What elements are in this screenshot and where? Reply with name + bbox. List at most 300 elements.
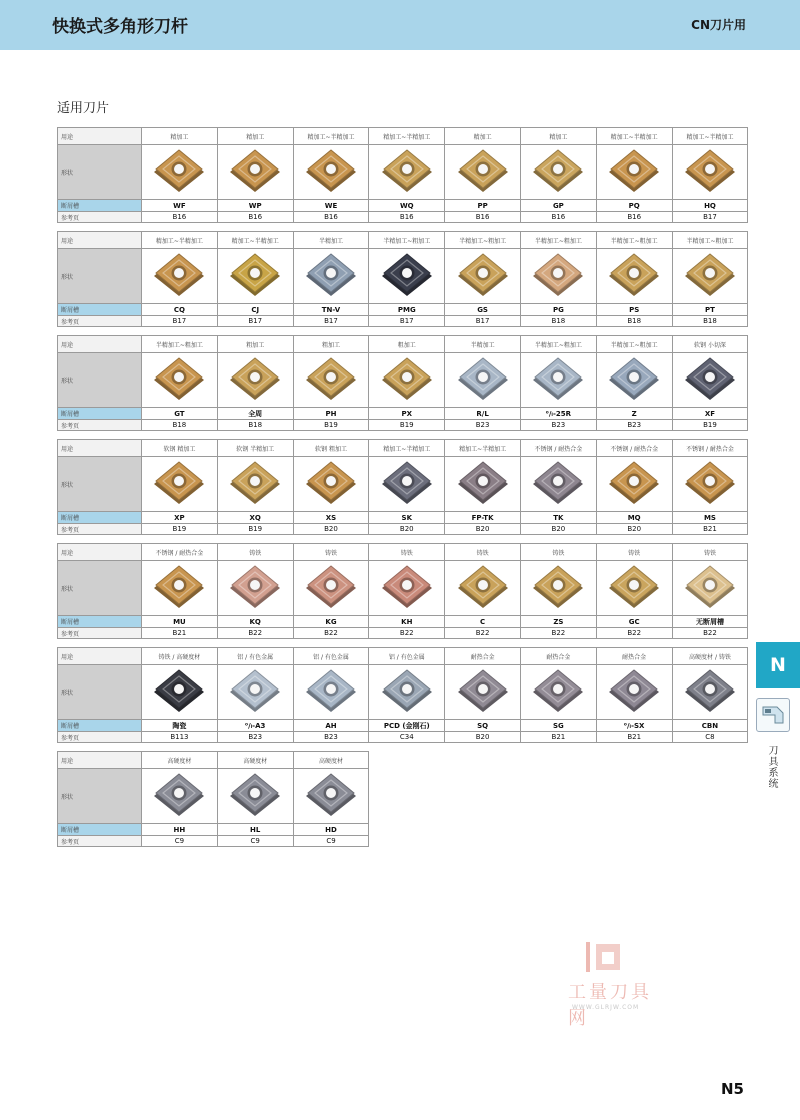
groove-cell: GS [445, 304, 521, 316]
shape-cell [445, 145, 521, 200]
ref-cell: B22 [445, 628, 521, 639]
insert-image-icon [606, 563, 662, 613]
insert-image-icon [303, 563, 359, 613]
ref-cell: B18 [217, 420, 293, 431]
shape-cell [369, 457, 445, 512]
row-label-shape: 形状 [58, 665, 142, 720]
insert-image-icon [303, 147, 359, 197]
use-cell: 软钢 小切深 [672, 336, 748, 353]
insert-block-5 [57, 543, 748, 639]
row-label-ref: 参考页 [58, 628, 142, 639]
use-cell: 半精加工~粗加工 [596, 232, 672, 249]
shape-cell [293, 769, 369, 824]
row-label-groove: 断屑槽 [58, 304, 142, 316]
ref-cell: B20 [445, 732, 521, 743]
row-label-use: 用途 [58, 232, 142, 249]
shape-cell [142, 353, 218, 408]
ref-cell: B19 [217, 524, 293, 535]
ref-cell: B22 [293, 628, 369, 639]
insert-image-icon [227, 355, 283, 405]
row-use [58, 336, 748, 353]
use-cell: 半精加工 [293, 232, 369, 249]
row-label-ref: 参考页 [58, 836, 142, 847]
ref-cell: B22 [520, 628, 596, 639]
shape-cell [217, 353, 293, 408]
use-cell: 半精加工~粗加工 [672, 232, 748, 249]
ref-cell: B22 [217, 628, 293, 639]
insert-image-icon [455, 563, 511, 613]
use-cell: 精加工~半精加工 [445, 440, 521, 457]
watermark-url: WWW.GLRJW.COM [572, 1004, 640, 1011]
shape-cell [672, 353, 748, 408]
shape-cell [596, 561, 672, 616]
groove-cell: PX [369, 408, 445, 420]
ref-cell: B19 [672, 420, 748, 431]
use-cell: 不锈钢 / 耐热合金 [142, 544, 218, 561]
use-cell: 耐热合金 [445, 648, 521, 665]
groove-cell: ZS [520, 616, 596, 628]
groove-cell: HD [293, 824, 369, 836]
use-cell: 精加工~半精加工 [672, 128, 748, 145]
ref-cell: B17 [142, 316, 218, 327]
section-title: 适用刀片 [57, 101, 110, 116]
insert-block-2 [57, 231, 748, 327]
insert-image-icon [379, 147, 435, 197]
shape-cell [596, 353, 672, 408]
shape-cell [293, 457, 369, 512]
use-cell: 半精加工~粗加工 [520, 232, 596, 249]
ref-cell: B17 [445, 316, 521, 327]
insert-image-icon [682, 355, 738, 405]
ref-cell: B21 [672, 524, 748, 535]
row-label-groove: 断屑槽 [58, 512, 142, 524]
insert-block-7 [57, 751, 369, 847]
row-shape [58, 665, 748, 720]
shape-cell [445, 665, 521, 720]
insert-image-icon [682, 563, 738, 613]
page-header [0, 0, 800, 50]
insert-image-icon [379, 459, 435, 509]
shape-cell [293, 145, 369, 200]
ref-cell: B16 [445, 212, 521, 223]
groove-cell: CBN [672, 720, 748, 732]
insert-image-icon [606, 147, 662, 197]
row-ref [58, 420, 748, 431]
groove-cell: FP-TK [445, 512, 521, 524]
groove-cell: MQ [596, 512, 672, 524]
ref-cell: B23 [596, 420, 672, 431]
use-cell: 高硬度材 / 铸铁 [672, 648, 748, 665]
insert-image-icon [530, 355, 586, 405]
groove-cell: KG [293, 616, 369, 628]
use-cell: 铝 / 有色金属 [293, 648, 369, 665]
groove-cell: HH [142, 824, 218, 836]
insert-image-icon [151, 355, 207, 405]
row-use [58, 440, 748, 457]
shape-cell [672, 561, 748, 616]
insert-image-icon [455, 667, 511, 717]
insert-image-icon [227, 667, 283, 717]
groove-cell: TN-V [293, 304, 369, 316]
insert-image-icon [530, 563, 586, 613]
shape-cell [520, 457, 596, 512]
use-cell: 不锈钢 / 耐热合金 [596, 440, 672, 457]
row-groove [58, 824, 369, 836]
row-label-use: 用途 [58, 752, 142, 769]
ref-cell: C9 [293, 836, 369, 847]
use-cell: 高硬度材 [142, 752, 218, 769]
row-groove [58, 512, 748, 524]
shape-cell [596, 145, 672, 200]
row-label-shape: 形状 [58, 561, 142, 616]
ref-cell: B19 [369, 420, 445, 431]
insert-image-icon [227, 251, 283, 301]
groove-cell: ⁰/ₗ-SX [596, 720, 672, 732]
shape-cell [672, 145, 748, 200]
row-groove [58, 720, 748, 732]
insert-block-6 [57, 647, 748, 743]
row-label-shape: 形状 [58, 145, 142, 200]
ref-cell: B23 [520, 420, 596, 431]
insert-image-icon [227, 563, 283, 613]
insert-image-icon [682, 251, 738, 301]
insert-image-icon [455, 251, 511, 301]
row-ref [58, 316, 748, 327]
chapter-tab[interactable]: N [756, 642, 800, 688]
groove-cell: WP [217, 200, 293, 212]
ref-cell: B23 [293, 732, 369, 743]
use-cell: 不锈钢 / 耐热合金 [672, 440, 748, 457]
use-cell: 半精加工 [445, 336, 521, 353]
groove-cell: XS [293, 512, 369, 524]
use-cell: 精加工 [520, 128, 596, 145]
shape-cell [596, 457, 672, 512]
tool-system-icon [756, 698, 790, 732]
use-cell: 粗加工 [217, 336, 293, 353]
shape-cell [217, 561, 293, 616]
row-ref [58, 212, 748, 223]
shape-cell [520, 665, 596, 720]
use-cell: 不锈钢 / 耐热合金 [520, 440, 596, 457]
shape-cell [672, 457, 748, 512]
groove-cell: R/L [445, 408, 521, 420]
use-cell: 铸铁 [672, 544, 748, 561]
groove-cell: GP [520, 200, 596, 212]
groove-cell: PT [672, 304, 748, 316]
use-cell: 软钢 半精加工 [217, 440, 293, 457]
use-cell: 精加工~半精加工 [369, 128, 445, 145]
use-cell: 铸铁 [293, 544, 369, 561]
groove-cell: MS [672, 512, 748, 524]
use-cell: 精加工 [142, 128, 218, 145]
groove-cell: GC [596, 616, 672, 628]
use-cell: 精加工~半精加工 [217, 232, 293, 249]
ref-cell: C34 [369, 732, 445, 743]
insert-image-icon [303, 355, 359, 405]
insert-image-icon [682, 667, 738, 717]
ref-cell: B16 [596, 212, 672, 223]
row-label-use: 用途 [58, 128, 142, 145]
shape-cell [596, 665, 672, 720]
groove-cell: PMG [369, 304, 445, 316]
use-cell: 半精加工~粗加工 [142, 336, 218, 353]
ref-cell: B18 [142, 420, 218, 431]
shape-cell [520, 145, 596, 200]
use-cell: 铝 / 有色金属 [217, 648, 293, 665]
groove-cell: ⁰/ₗ-25R [520, 408, 596, 420]
row-label-use: 用途 [58, 648, 142, 665]
shape-cell [142, 145, 218, 200]
groove-cell: 无断屑槽 [672, 616, 748, 628]
groove-cell: WQ [369, 200, 445, 212]
use-cell: 铸铁 / 高硬度材 [142, 648, 218, 665]
ref-cell: B22 [672, 628, 748, 639]
groove-cell: WF [142, 200, 218, 212]
ref-cell: B20 [445, 524, 521, 535]
groove-cell: WE [293, 200, 369, 212]
insert-image-icon [682, 459, 738, 509]
row-shape [58, 769, 369, 824]
groove-cell: SQ [445, 720, 521, 732]
insert-image-icon [455, 355, 511, 405]
row-shape [58, 353, 748, 408]
use-cell: 半精加工~粗加工 [596, 336, 672, 353]
use-cell: 铸铁 [520, 544, 596, 561]
ref-cell: C9 [142, 836, 218, 847]
shape-cell [672, 249, 748, 304]
insert-block-3 [57, 335, 748, 431]
groove-cell: HQ [672, 200, 748, 212]
groove-cell: KQ [217, 616, 293, 628]
row-label-use: 用途 [58, 440, 142, 457]
row-label-groove: 断屑槽 [58, 824, 142, 836]
row-label-groove: 断屑槽 [58, 616, 142, 628]
insert-image-icon [530, 147, 586, 197]
row-ref [58, 732, 748, 743]
shape-cell [672, 665, 748, 720]
shape-cell [217, 665, 293, 720]
use-cell: 精加工~半精加工 [293, 128, 369, 145]
shape-cell [142, 769, 218, 824]
insert-image-icon [530, 459, 586, 509]
insert-image-icon [455, 147, 511, 197]
use-cell: 精加工~半精加工 [142, 232, 218, 249]
use-cell: 铸铁 [369, 544, 445, 561]
ref-cell: B22 [369, 628, 445, 639]
row-label-ref: 参考页 [58, 524, 142, 535]
insert-image-icon [303, 667, 359, 717]
insert-image-icon [227, 147, 283, 197]
groove-cell: PQ [596, 200, 672, 212]
use-cell: 半精加工~粗加工 [520, 336, 596, 353]
use-cell: 精加工~半精加工 [369, 440, 445, 457]
insert-image-icon [227, 459, 283, 509]
row-shape [58, 145, 748, 200]
insert-image-icon [303, 459, 359, 509]
ref-cell: B18 [596, 316, 672, 327]
insert-image-icon [379, 251, 435, 301]
ref-cell: C9 [217, 836, 293, 847]
row-label-ref: 参考页 [58, 212, 142, 223]
insert-image-icon [606, 459, 662, 509]
groove-cell: C [445, 616, 521, 628]
groove-cell: HL [217, 824, 293, 836]
ref-cell: B16 [293, 212, 369, 223]
groove-cell: PG [520, 304, 596, 316]
row-use [58, 128, 748, 145]
ref-cell: B113 [142, 732, 218, 743]
use-cell: 铸铁 [445, 544, 521, 561]
use-cell: 铸铁 [596, 544, 672, 561]
row-label-ref: 参考页 [58, 316, 142, 327]
ref-cell: B23 [445, 420, 521, 431]
groove-cell: PCD (金刚石) [369, 720, 445, 732]
row-label-shape: 形状 [58, 769, 142, 824]
groove-cell: XQ [217, 512, 293, 524]
shape-cell [520, 561, 596, 616]
shape-cell [142, 665, 218, 720]
row-label-use: 用途 [58, 544, 142, 561]
ref-cell: B17 [672, 212, 748, 223]
groove-cell: XP [142, 512, 218, 524]
use-cell: 耐热合金 [596, 648, 672, 665]
row-label-groove: 断屑槽 [58, 200, 142, 212]
row-label-ref: 参考页 [58, 420, 142, 431]
groove-cell: CJ [217, 304, 293, 316]
shape-cell [445, 561, 521, 616]
row-label-ref: 参考页 [58, 732, 142, 743]
row-use [58, 648, 748, 665]
row-ref [58, 524, 748, 535]
shape-cell [293, 353, 369, 408]
shape-cell [369, 665, 445, 720]
shape-cell [293, 561, 369, 616]
ref-cell: B21 [142, 628, 218, 639]
groove-cell: CQ [142, 304, 218, 316]
insert-image-icon [379, 355, 435, 405]
row-label-use: 用途 [58, 336, 142, 353]
row-label-shape: 形状 [58, 457, 142, 512]
insert-image-icon [379, 563, 435, 613]
groove-cell: PP [445, 200, 521, 212]
row-shape [58, 561, 748, 616]
page-subtitle: CN刀片用 [691, 18, 746, 32]
insert-image-icon [151, 667, 207, 717]
side-vertical-label: 刀具系统 [766, 745, 777, 789]
row-use [58, 232, 748, 249]
insert-image-icon [227, 771, 283, 821]
insert-image-icon [151, 147, 207, 197]
use-cell: 高硬度材 [217, 752, 293, 769]
use-cell: 精加工 [217, 128, 293, 145]
groove-cell: XF [672, 408, 748, 420]
page-number: N5 [721, 1080, 744, 1098]
insert-image-icon [151, 771, 207, 821]
shape-cell [217, 769, 293, 824]
use-cell: 软钢 粗加工 [293, 440, 369, 457]
ref-cell: B17 [369, 316, 445, 327]
groove-cell: GT [142, 408, 218, 420]
groove-cell: MU [142, 616, 218, 628]
insert-image-icon [303, 251, 359, 301]
row-groove [58, 616, 748, 628]
shape-cell [217, 249, 293, 304]
groove-cell: TK [520, 512, 596, 524]
watermark-logo-icon [582, 940, 626, 976]
ref-cell: B20 [520, 524, 596, 535]
row-use [58, 752, 369, 769]
ref-cell: B21 [596, 732, 672, 743]
shape-cell [369, 249, 445, 304]
shape-cell [596, 249, 672, 304]
row-label-groove: 断屑槽 [58, 408, 142, 420]
use-cell: 铸铁 [217, 544, 293, 561]
shape-cell [142, 249, 218, 304]
insert-image-icon [606, 251, 662, 301]
use-cell: 精加工~半精加工 [596, 128, 672, 145]
insert-image-icon [151, 563, 207, 613]
shape-cell [520, 353, 596, 408]
ref-cell: B19 [142, 524, 218, 535]
ref-cell: B16 [142, 212, 218, 223]
row-shape [58, 457, 748, 512]
insert-image-icon [303, 771, 359, 821]
shape-cell [369, 145, 445, 200]
page-title: 快换式多角形刀杆 [52, 17, 188, 37]
ref-cell: B23 [217, 732, 293, 743]
insert-image-icon [530, 667, 586, 717]
shape-cell [293, 665, 369, 720]
shape-cell [217, 457, 293, 512]
ref-cell: B21 [520, 732, 596, 743]
insert-image-icon [606, 355, 662, 405]
ref-cell: B16 [520, 212, 596, 223]
insert-image-icon [379, 667, 435, 717]
use-cell: 耐热合金 [520, 648, 596, 665]
insert-image-icon [530, 251, 586, 301]
use-cell: 粗加工 [369, 336, 445, 353]
insert-image-icon [151, 459, 207, 509]
shape-cell [142, 561, 218, 616]
row-groove [58, 408, 748, 420]
ref-cell: C8 [672, 732, 748, 743]
ref-cell: B20 [293, 524, 369, 535]
groove-cell: 全周 [217, 408, 293, 420]
groove-cell: ⁰/ₗ-A3 [217, 720, 293, 732]
use-cell: 半精加工~粗加工 [445, 232, 521, 249]
use-cell: 高硬度材 [293, 752, 369, 769]
groove-cell: SG [520, 720, 596, 732]
row-shape [58, 249, 748, 304]
use-cell: 铝 / 有色金属 [369, 648, 445, 665]
row-groove [58, 304, 748, 316]
row-ref [58, 836, 369, 847]
groove-cell: PH [293, 408, 369, 420]
row-label-shape: 形状 [58, 353, 142, 408]
insert-image-icon [151, 251, 207, 301]
ref-cell: B17 [217, 316, 293, 327]
groove-cell: Z [596, 408, 672, 420]
shape-cell [142, 457, 218, 512]
groove-cell: PS [596, 304, 672, 316]
ref-cell: B18 [672, 316, 748, 327]
groove-cell: 陶瓷 [142, 720, 218, 732]
ref-cell: B17 [293, 316, 369, 327]
shape-cell [293, 249, 369, 304]
ref-cell: B22 [596, 628, 672, 639]
watermark-text: 工量刀具网 [568, 982, 652, 1029]
row-label-shape: 形状 [58, 249, 142, 304]
